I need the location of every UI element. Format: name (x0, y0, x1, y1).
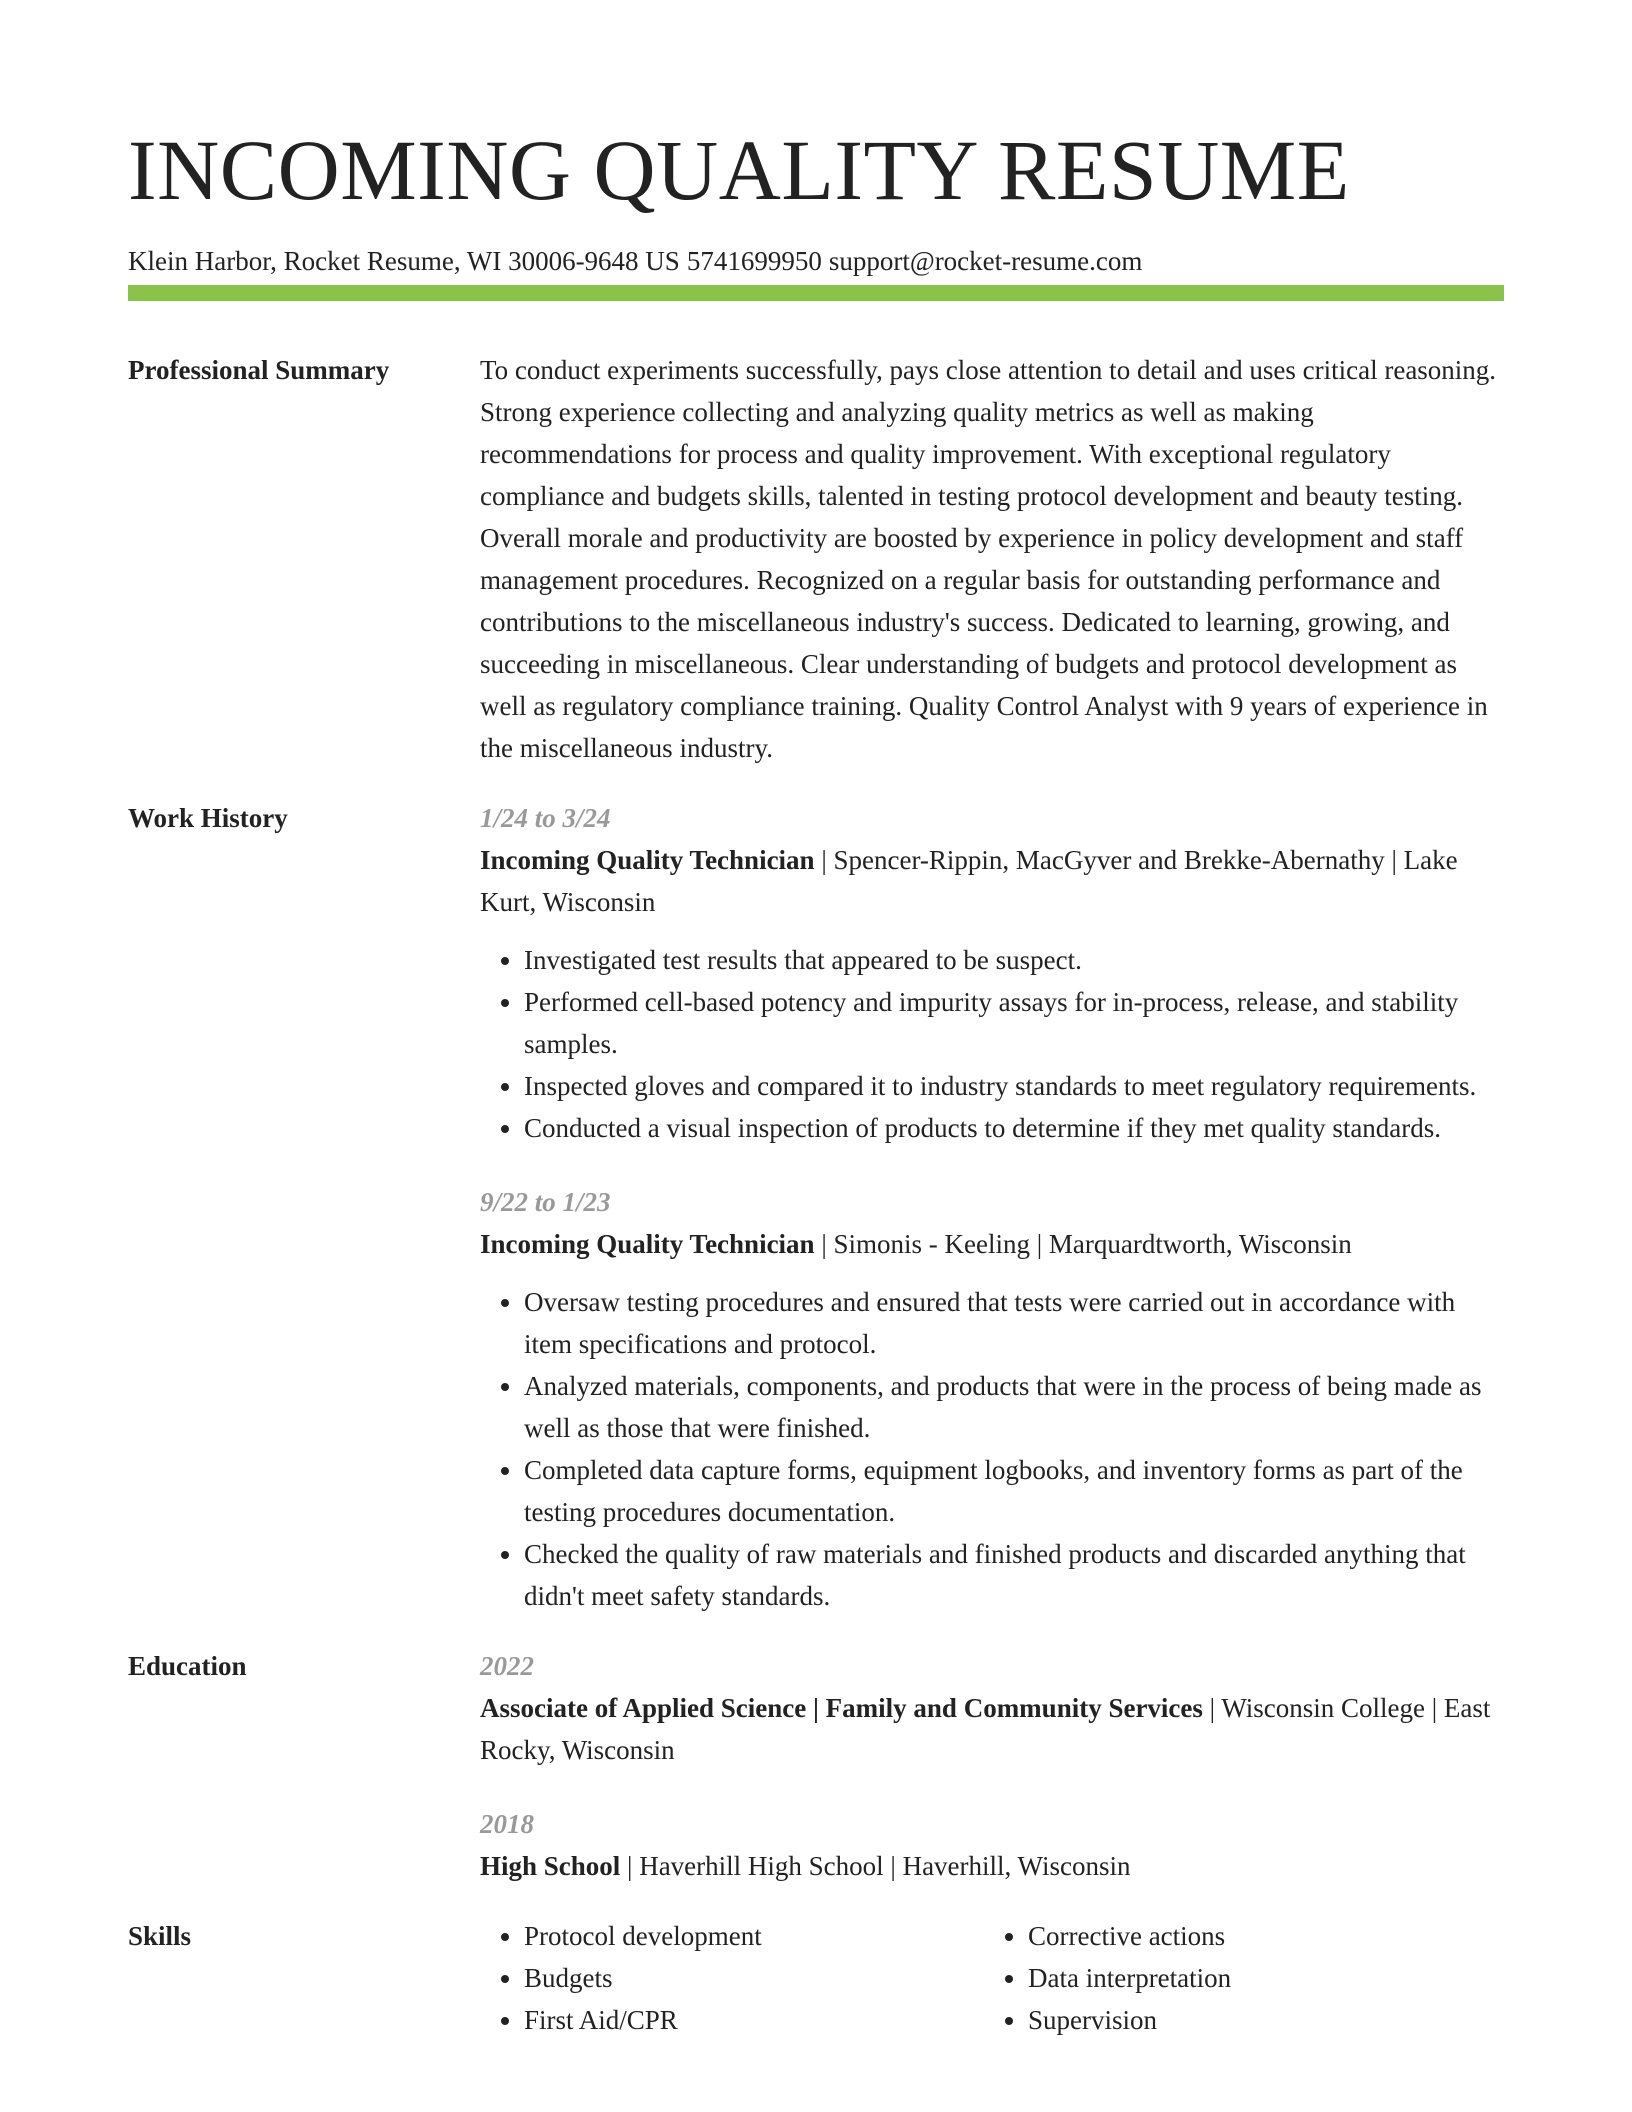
job-duty: • Completed data capture forms, equipment logbooks, and inventory forms as part of the testing procedures documentation. (524, 1449, 1504, 1533)
education-entry (480, 1645, 1504, 1771)
job-dates: 9/22 to 1/23 (480, 1187, 611, 1217)
skills-label: Skills (128, 1921, 192, 1951)
contact-line (128, 244, 1504, 278)
job-title: Incoming Quality Technician (480, 1229, 815, 1259)
education-section (128, 1645, 1504, 1887)
job-duties (480, 1281, 1504, 1617)
job-duty: • Inspected gloves and compared it to industry standards to meet regulatory requirements. (524, 1065, 1504, 1107)
accent-divider (128, 285, 1504, 301)
degree-title: Associate of Applied Science | Family and Community Services (480, 1693, 1203, 1723)
job-entry (480, 797, 1504, 1149)
job-heading (480, 1223, 1504, 1265)
job-employer-location: | Spencer-Rippin, MacGyver and Brekke-Abernathy | Lake Kurt, Wisconsin (480, 845, 1458, 917)
skills-column-left (480, 1915, 984, 2041)
skill-item: • Budgets (524, 1957, 984, 1999)
education-year: 2022 (480, 1651, 534, 1681)
skill-item: • Supervision (1028, 1999, 1488, 2041)
work-history-section (128, 797, 1504, 1617)
job-title: Incoming Quality Technician (480, 845, 815, 875)
job-employer-location: | Simonis - Keeling | Marquardtworth, Wisconsin (814, 1229, 1352, 1259)
contact-address: Klein Harbor, Rocket Resume, WI 30006-9648 US (128, 246, 680, 276)
job-duty: • Performed cell-based potency and impurity assays for in-process, release, and stability samples. (524, 981, 1504, 1065)
summary-body (480, 349, 1504, 769)
job-duty: • Analyzed materials, components, and products that were in the process of being made as well as those that were finished. (524, 1365, 1504, 1449)
education-entry (480, 1803, 1504, 1887)
education-body (480, 1645, 1504, 1887)
job-duty: • Oversaw testing procedures and ensured that tests were carried out in accordance with item specifications and protocol. (524, 1281, 1504, 1365)
skill-item: • Protocol development (524, 1915, 984, 1957)
summary-section (128, 349, 1504, 769)
education-heading (480, 1845, 1504, 1887)
degree-title: High School (480, 1851, 621, 1881)
work-history-label: Work History (128, 803, 288, 833)
job-dates: 1/24 to 3/24 (480, 803, 611, 833)
skills-column-right (984, 1915, 1488, 2041)
school-location: | Haverhill High School | Haverhill, Wisconsin (620, 1851, 1131, 1881)
skill-item: • First Aid/CPR (524, 1999, 984, 2041)
education-heading (480, 1687, 1504, 1771)
contact-phone: 5741699950 (686, 246, 822, 276)
resume-header (128, 118, 1504, 278)
job-heading (480, 839, 1504, 923)
skills-section (128, 1915, 1504, 2041)
work-history-body (480, 797, 1504, 1617)
job-duty: • Investigated test results that appeared to be suspect. (524, 939, 1504, 981)
skill-item: • Data interpretation (1028, 1957, 1488, 1999)
contact-email: support@rocket-resume.com (828, 246, 1143, 276)
job-entry (480, 1181, 1504, 1617)
job-duty: • Checked the quality of raw materials and finished products and discarded anything that didn't meet safety standards. (524, 1533, 1504, 1617)
resume-sections (128, 349, 1504, 2069)
education-label: Education (128, 1651, 247, 1681)
skills-body (480, 1915, 1504, 2041)
skill-item: • Corrective actions (1028, 1915, 1488, 1957)
education-year: 2018 (480, 1809, 534, 1839)
job-duties (480, 939, 1504, 1149)
summary-text: To conduct experiments successfully, pays close attention to detail and uses critical reasoning. Strong experience collecting and analyzing quality metrics as well as making recommendations for process and quality improvement. With exceptional regulatory compliance and budgets skills, talented in testing protocol development and beauty testing. Overall morale and productivity are boosted by experience in policy development and staff management procedures. Recognized on a regular basis for outstanding performance and contributions to the miscellaneous industry's success. Dedicated to learning, growing, and succeeding in miscellaneous. Clear understanding of budgets and protocol development as well as regulatory compliance training. Quality Control Analyst with 9 years of experience in the miscellaneous industry. (480, 355, 1497, 763)
job-duty: • Conducted a visual inspection of products to determine if they met quality standards. (524, 1107, 1504, 1149)
page-title: INCOMING QUALITY RESUME (128, 122, 1350, 218)
school-location: | Wisconsin College | East Rocky, Wisconsin (480, 1693, 1491, 1765)
summary-label: Professional Summary (128, 355, 390, 385)
